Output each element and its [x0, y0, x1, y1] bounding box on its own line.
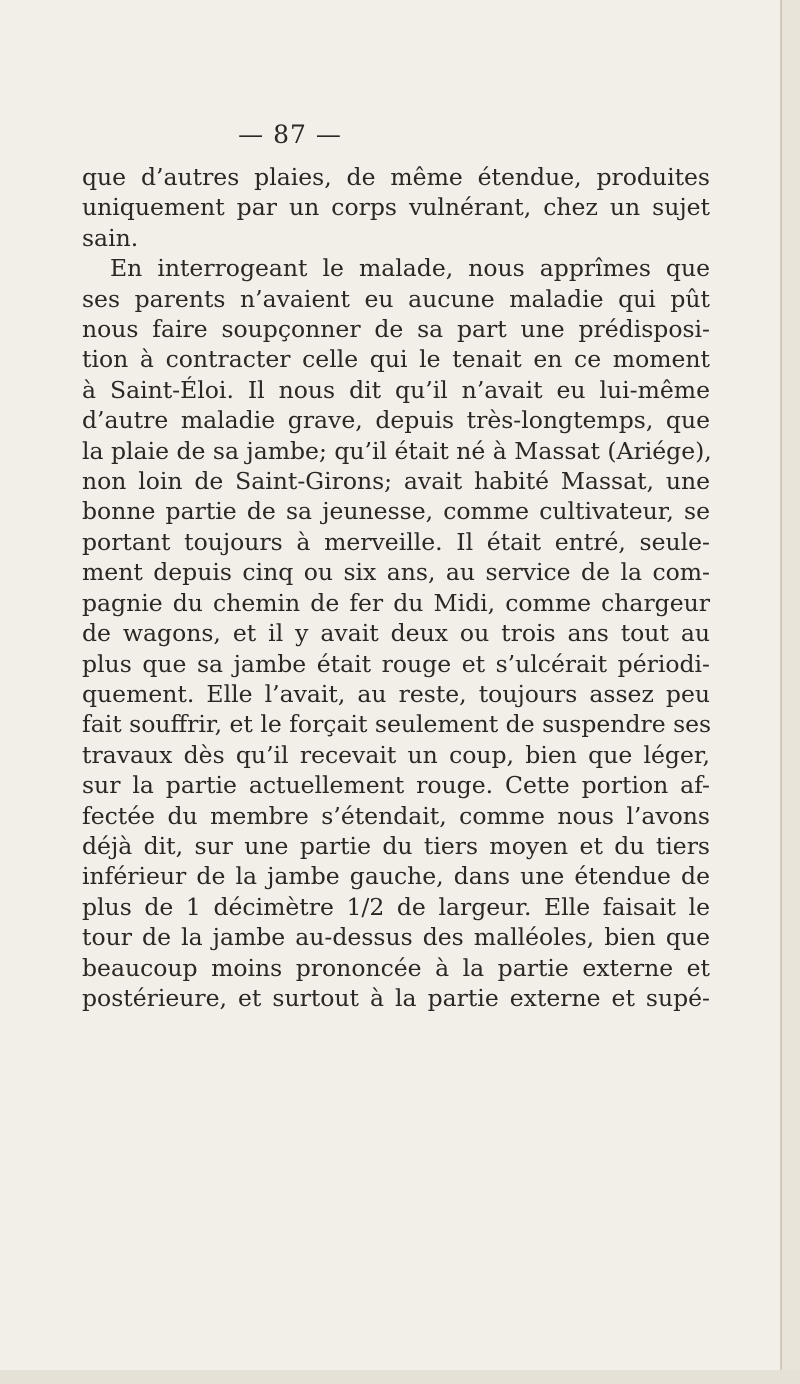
text-line: plus que sa jambe était rouge et s’ulcérait périodi-: [82, 649, 710, 678]
page-margin-shadow: [782, 0, 800, 1384]
text-line: la plaie de sa jambe; qu’il était né à Massat (Ariége),: [82, 436, 712, 465]
bottom-margin: [0, 1370, 800, 1384]
text-line: à Saint-Éloi. Il nous dit qu’il n’avait eu lui-même: [82, 375, 710, 404]
text-line: bonne partie de sa jeunesse, comme cultivateur, se: [82, 497, 710, 526]
text-line: déjà dit, sur une partie du tiers moyen et du tiers: [82, 831, 710, 860]
text-line: inférieur de la jambe gauche, dans une étendue de: [82, 862, 710, 891]
text-line: plus de 1 décimètre 1/2 de largeur. Elle faisait le: [82, 892, 710, 921]
text-line: fait souffrir, et le forçait seulement de suspendre ses: [82, 710, 712, 739]
page-edge: [780, 0, 782, 1384]
text-line: ment depuis cinq ou six ans, au service de la com-: [82, 558, 710, 587]
text-line: quement. Elle l’avait, au reste, toujours assez peu: [82, 679, 710, 708]
text-line: d’autre maladie grave, depuis très-longtemps, que: [82, 406, 710, 435]
text-line: postérieure, et surtout à la partie externe et supé-: [82, 983, 710, 1012]
text-line: ses parents n’avaient eu aucune maladie qui pût: [82, 284, 710, 313]
text-line: tour de la jambe au-dessus des malléoles, bien que: [82, 923, 710, 952]
text-line: fectée du membre s’étendait, comme nous l’avons: [82, 801, 710, 830]
body-text: [82, 162, 710, 1013]
text-line: pagnie du chemin de fer du Midi, comme chargeur: [82, 588, 710, 617]
text-line: sur la partie actuellement rouge. Cette portion af-: [82, 771, 710, 800]
text-line: que d’autres plaies, de même étendue, produites: [82, 163, 710, 191]
text-line: portant toujours à merveille. Il était entré, seule-: [82, 527, 710, 556]
text-line: En interrogeant le malade, nous apprîmes que: [110, 254, 710, 283]
text-line: non loin de Saint-Girons; avait habité Massat, une: [82, 467, 710, 496]
text-line: beaucoup moins prononcée à la partie externe et: [82, 953, 710, 982]
text-line: de wagons, et il y avait deux ou trois ans tout au: [82, 619, 710, 648]
text-line: travaux dès qu’il recevait un coup, bien que léger,: [82, 740, 710, 769]
text-line: nous faire soupçonner de sa part une prédisposi-: [82, 315, 710, 344]
text-line: tion à contracter celle qui le tenait en ce moment: [82, 345, 710, 374]
text-line: uniquement par un corps vulnérant, chez un sujet: [82, 193, 710, 222]
text-line: sain.: [82, 223, 139, 252]
page-number: — 87 —: [238, 120, 342, 149]
